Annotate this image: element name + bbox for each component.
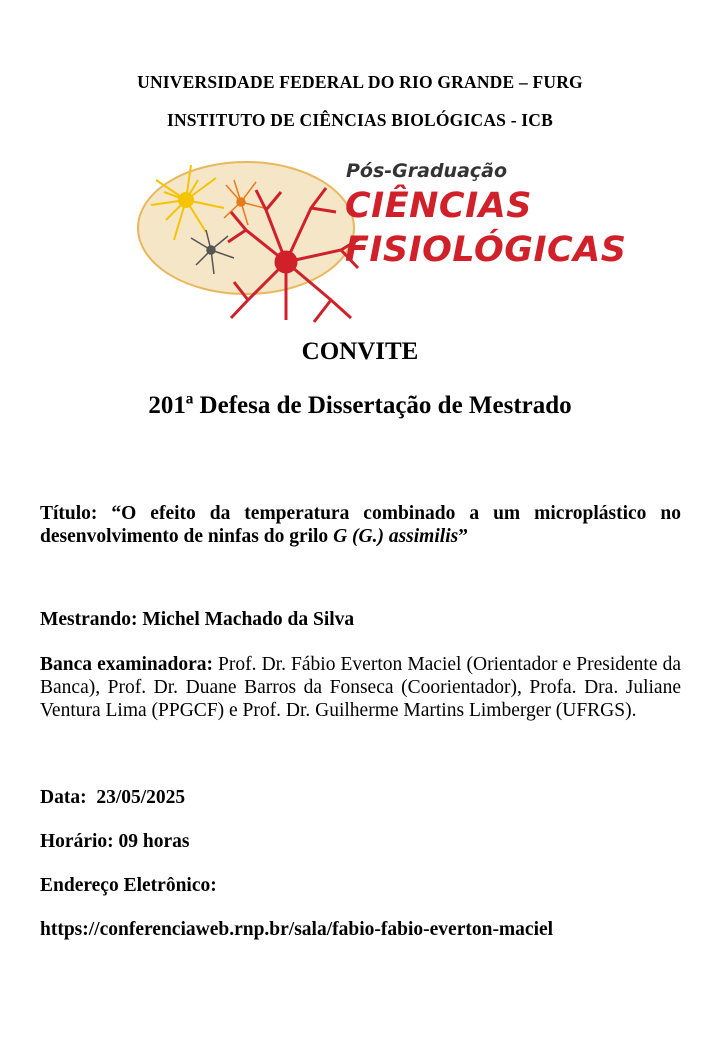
committee-line: [40, 653, 681, 722]
student-name: Michel Machado da Silva: [137, 609, 355, 630]
committee-label: Banca examinadora:: [40, 654, 213, 675]
invite-heading: CONVITE: [301, 338, 419, 365]
logo-title-line1: CIÊNCIAS: [345, 186, 532, 226]
student-line: [40, 608, 681, 631]
time-value: 09 horas: [113, 831, 190, 852]
title-species: G (G.) assimilis: [333, 526, 459, 547]
title-text: “O efeito da temperatura combinado a um microplástico no desenvolvimento de ninfas do grilo: [40, 503, 681, 547]
institute-name: INSTITUTO DE CIÊNCIAS BIOLÓGICAS - ICB: [166, 110, 554, 130]
conference-link[interactable]: https://conferenciaweb.rnp.br/sala/fabio-fabio-everton-maciel: [40, 919, 554, 940]
title-close-quote: ”: [458, 526, 468, 547]
date-label: Data:: [40, 787, 87, 808]
time-label: Horário:: [40, 831, 114, 852]
time-line: [40, 830, 681, 853]
thesis-title: [40, 502, 681, 548]
date-line: [40, 786, 681, 809]
title-label: Título:: [40, 503, 98, 524]
university-name: UNIVERSIDADE FEDERAL DO RIO GRANDE – FURG: [137, 72, 583, 92]
committee-members: Prof. Dr. Fábio Everton Maciel (Orientador e Presidente da Banca), Prof. Dr. Duane Barros da Fonseca (Coorientador), Profa. Dra. Juliane Ventura Lima (PPGCF) e Prof. Dr. Guilherme Martins Limberger (UFRGS).: [40, 654, 681, 721]
address-label: Endereço Eletrônico:: [40, 875, 217, 896]
logo-subtitle: Pós-Graduação: [346, 160, 508, 182]
date-value: 23/05/2025: [86, 787, 186, 808]
defense-heading: 201ª Defesa de Dissertação de Mestrado: [148, 392, 572, 419]
student-label: Mestrando:: [40, 609, 138, 630]
logo-title-line2: FISIOLÓGICAS: [345, 230, 627, 270]
